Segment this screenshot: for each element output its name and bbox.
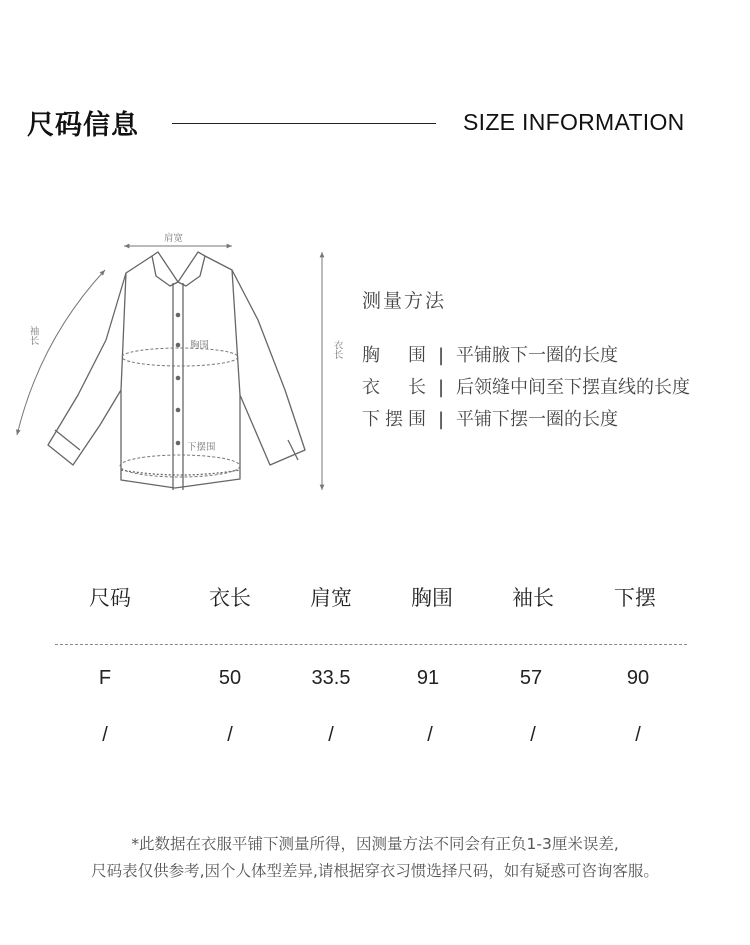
table-cell: 57 — [519, 667, 543, 689]
sleeve-label: 袖长 — [27, 326, 39, 345]
note-line-2: 尺码表仅供参考,因个人体型差异,请根据穿衣习惯选择尺码，如有疑惑可咨询客服。 — [91, 862, 659, 880]
table-cell: 50 — [218, 667, 242, 689]
method-row — [362, 372, 742, 404]
method-term: 胸围 — [362, 345, 426, 366]
table-cell: 33.5 — [311, 667, 351, 689]
header-cell: 下摆 — [614, 586, 656, 610]
method-term: 衣长 — [362, 377, 426, 398]
sleeve-arrow — [17, 270, 105, 435]
method-desc: 后领缝中间至下摆直线的长度 — [456, 377, 690, 398]
table-cell: / — [328, 724, 334, 746]
chest-ring — [122, 348, 238, 366]
title-divider — [172, 123, 436, 124]
table-cell: / — [635, 724, 641, 746]
chest-label: 胸围 — [190, 340, 210, 351]
page-title-en: SIZE INFORMATION — [463, 109, 685, 135]
table-header-row — [55, 578, 687, 618]
disclaimer-note — [0, 831, 750, 885]
method-separator: | — [437, 377, 445, 398]
header-cell: 衣长 — [209, 586, 251, 610]
header-cell: 尺码 — [89, 586, 131, 610]
table-row — [55, 715, 687, 755]
method-desc: 平铺下摆一圈的长度 — [456, 409, 618, 430]
method-row — [362, 404, 742, 436]
method-title: 测量方法 — [362, 290, 447, 312]
method-desc: 平铺腋下一圈的长度 — [456, 345, 618, 366]
length-label: 衣长 — [331, 340, 343, 359]
table-divider — [55, 644, 687, 645]
table-cell: / — [227, 724, 233, 746]
header-cell: 袖长 — [512, 586, 554, 610]
table-cell: / — [102, 724, 108, 746]
table-cell: / — [427, 724, 433, 746]
shirt-diagram — [0, 215, 360, 515]
measure-method — [362, 286, 742, 436]
page-title-cn: 尺码信息 — [27, 110, 139, 141]
table-cell: 91 — [416, 667, 440, 689]
hem-ring — [120, 455, 240, 477]
method-row — [362, 340, 742, 372]
table-cell: 90 — [626, 667, 650, 689]
method-term: 下摆围 — [362, 409, 426, 430]
table-cell: F — [98, 667, 112, 689]
shirt-collar — [152, 252, 205, 286]
note-line-1: *此数据在衣服平铺下测量所得，因测量方法不同会有正负1-3厘米误差, — [131, 835, 619, 853]
shoulder-label: 肩宽 — [164, 233, 184, 244]
hem-label: 下摆围 — [187, 442, 216, 453]
header-cell: 肩宽 — [310, 586, 352, 610]
header-cell: 胸围 — [411, 586, 453, 610]
table-cell: / — [530, 724, 536, 746]
table-row — [55, 658, 687, 698]
method-separator: | — [437, 345, 445, 366]
method-separator: | — [437, 409, 445, 430]
